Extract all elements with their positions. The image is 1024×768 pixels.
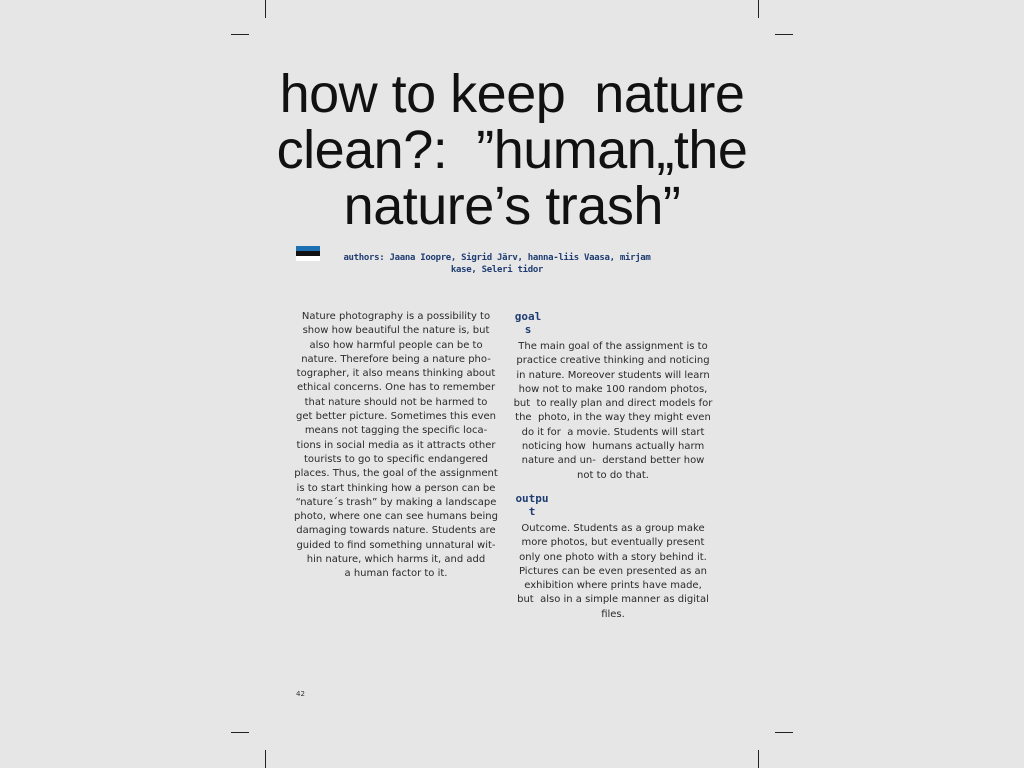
crop-mark [265,750,266,768]
intro-line: is to start thinking how a person can be [296,482,496,494]
flag-stripe-white [296,256,320,261]
crop-mark [775,732,793,733]
page-number: 42 [296,690,305,698]
goals-line: but to really plan and direct models for [513,398,713,410]
output-line: Outcome. Students as a group make [521,523,705,534]
intro-line: get better picture. Sometimes this even [296,411,496,423]
output-heading-line: outpu [515,492,549,505]
goals-line: nature and un- derstand better how [521,455,705,467]
crop-mark [775,34,793,35]
intro-line: nature. Therefore being a nature pho- [301,353,491,365]
title-line: nature’s trash” [343,176,681,236]
intro-line: hin nature, which harms it, and add [306,554,486,566]
crop-mark [231,732,249,733]
intro-line: photo, where one can see humans being [294,511,498,523]
goals-line: the photo, in the way they might even [515,412,711,424]
crop-mark [265,0,266,18]
output-line: but also in a simple manner as digital [517,594,709,606]
intro-paragraph [292,310,500,582]
crop-mark [758,750,759,768]
authors-line [330,252,664,276]
output-line: more photos, but eventually present [521,537,705,549]
goals-heading [514,310,542,336]
title-line: how to keep nature [279,64,745,124]
intro-line: ethical concerns. One has to remember [296,382,496,394]
page-title [160,66,864,234]
goals-heading-line: s [524,323,532,336]
output-paragraph [510,522,716,622]
intro-line: Nature photography is a possibility to [301,311,491,322]
intro-line: tions in social media as it attracts other [296,439,496,451]
output-line: only one photo with a story behind it. [519,551,707,563]
estonian-flag-icon [296,246,320,261]
goals-heading-line: goal [514,310,542,323]
intro-line: tourists to go to specific endangered [303,453,489,465]
output-line: Pictures can be even presented as an [518,565,707,577]
intro-line: also how harmful people can be to [309,339,483,351]
output-line: exhibition where prints have made, [524,580,702,592]
goals-paragraph [510,340,716,483]
intro-line: places. Thus, the goal of the assignment [294,468,498,480]
intro-line: means not tagging the specific loca- [304,425,488,437]
goals-line: practice creative thinking and noticing [516,355,710,367]
output-line: files. [601,608,625,620]
goals-line: in nature. Moreover students will learn [516,369,710,381]
intro-line: guided to find something unnatural wit- [296,539,496,551]
goals-line: noticing how humans actually harm [521,441,705,453]
goals-line: how not to make 100 random photos, [518,383,708,395]
intro-line: tographer, it also means thinking about [296,368,496,380]
crop-mark [758,0,759,18]
output-heading [514,492,550,518]
intro-line: show how beautiful the nature is, but [302,325,490,337]
intro-line: a human factor to it. [344,568,448,580]
intro-line: damaging towards nature. Students are [296,525,496,537]
intro-line: that nature should not be harmed to [304,396,488,408]
authors-text: authors: Jaana Ioopre, Sigrid Järv, hanna-liis Vaasa, mirjam [343,253,651,263]
authors-text: kase, Seleri tidor [450,265,544,275]
goals-line: not to do that. [577,469,649,481]
crop-mark [231,34,249,35]
goals-line: do it for a movie. Students will start [521,426,705,438]
title-line: clean?: ”human„the [276,120,748,180]
goals-line: The main goal of the assignment is to [518,341,708,352]
output-heading-line: t [528,505,536,518]
intro-line: “nature´s trash” by making a landscape [295,496,497,508]
